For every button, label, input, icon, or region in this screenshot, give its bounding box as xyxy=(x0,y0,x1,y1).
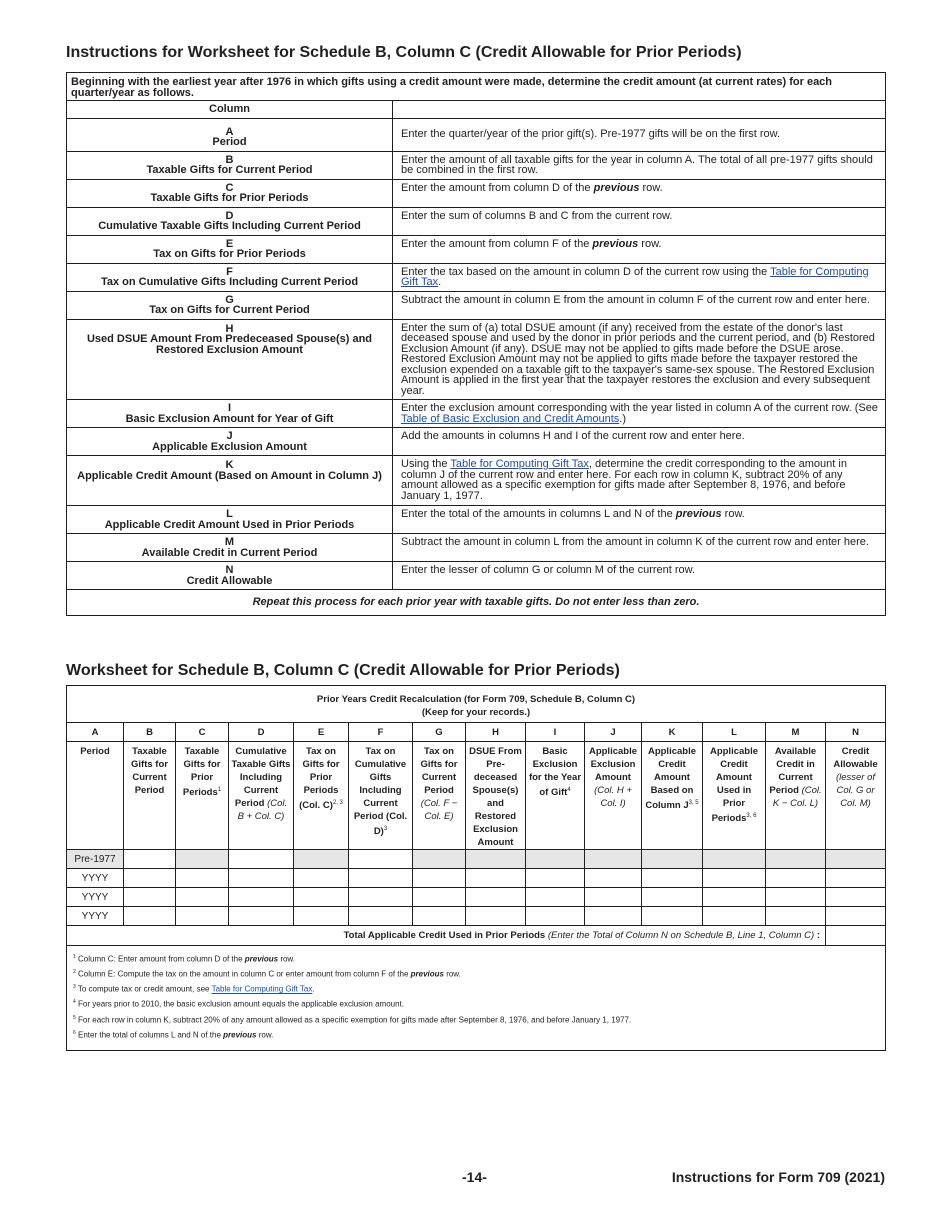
instructions-table xyxy=(66,72,886,616)
row-label: Pre-1977 xyxy=(67,850,124,869)
column-f-name: F Tax on Cumulative Gifts Including Current Period xyxy=(67,263,393,291)
cell-d[interactable] xyxy=(229,907,294,926)
column-e-desc: Enter the amount from column F of the previous row. xyxy=(393,235,886,263)
column-i-name: I Basic Exclusion Amount for Year of Gift xyxy=(67,400,393,428)
footnote-2: $^2$ Column E: Compute the tax on the amount in column C or enter amount from column F of the previous row. xyxy=(73,969,461,979)
cell-f[interactable] xyxy=(349,869,413,888)
table-for-computing-gift-tax-link[interactable]: Table for Computing Gift Tax xyxy=(401,265,869,288)
col-letter-g: G xyxy=(413,723,466,742)
worksheet-caption: Prior Years Credit Recalculation (for Form 709, Schedule B, Column C) (Keep for your records.) xyxy=(67,686,886,723)
col-header-d: Cumulative Taxable Gifts Including Current Period (Col. B + Col. C) xyxy=(229,742,294,850)
column-g-name: G Tax on Gifts for Current Period xyxy=(67,291,393,319)
column-m-desc: Subtract the amount in column L from the amount in column K of the current row and enter here. xyxy=(393,534,886,562)
footnote-6: $^6$ Enter the total of columns L and N of the previous row. xyxy=(73,1029,274,1040)
col-letter-f: F xyxy=(349,723,413,742)
table-row xyxy=(67,869,886,888)
cell-n[interactable] xyxy=(826,888,886,907)
cell-n[interactable] xyxy=(826,869,886,888)
cell-i[interactable] xyxy=(526,869,585,888)
column-h-name: H Used DSUE Amount From Predeceased Spouse(s) and Restored Exclusion Amount xyxy=(67,319,393,400)
column-n-name: N Credit Allowable xyxy=(67,562,393,590)
col-header-m: Available Credit in Current Period (Col. K − Col. L) xyxy=(766,742,826,850)
col-header-k: Applicable Credit Amount Based on Column J$^{3, 5}$ xyxy=(642,742,703,850)
cell-l[interactable] xyxy=(703,869,766,888)
cell-j xyxy=(585,850,642,869)
column-k-desc: Using the Table for Computing Gift Tax, determine the credit corresponding to the amount in column J of the current row and enter here. For each row in column K, subtract 20% of any amount allowed as a specific exemption for gifts made after September 8, 1976, and before January 1, 1977. xyxy=(393,456,886,506)
cell-h xyxy=(466,850,526,869)
instructions-intro: Beginning with the earliest year after 1976 in which gifts using a credit amount were made, determine the credit amount (at current rates) for each quarter/year as follows. xyxy=(67,73,886,101)
cell-d[interactable] xyxy=(229,869,294,888)
instructions-title: Instructions for Worksheet for Schedule B, Column C (Credit Allowable for Prior Periods) xyxy=(66,44,742,61)
column-a-name: A Period xyxy=(67,118,393,151)
column-n-desc: Enter the lesser of column G or column M of the current row. xyxy=(393,562,886,590)
column-l-name: L Applicable Credit Amount Used in Prior Periods xyxy=(67,506,393,534)
column-i-desc: Enter the exclusion amount corresponding with the year listed in column A of the current row. (See Table of Basic Exclusion and Credit Amounts.) xyxy=(393,400,886,428)
col-letter-l: L xyxy=(703,723,766,742)
cell-b[interactable] xyxy=(124,907,176,926)
col-header-f: Tax on Cumulative Gifts Including Current Period (Col. D)$^3$ xyxy=(349,742,413,850)
column-c-desc: Enter the amount from column D of the previous row. xyxy=(393,179,886,207)
table-of-basic-exclusion-link[interactable]: Table of Basic Exclusion and Credit Amounts xyxy=(401,412,620,425)
cell-f[interactable] xyxy=(349,888,413,907)
cell-i[interactable] xyxy=(526,907,585,926)
table-for-computing-gift-tax-link[interactable]: Table for Computing Gift Tax xyxy=(450,458,589,470)
cell-j[interactable] xyxy=(585,869,642,888)
column-a-desc: Enter the quarter/year of the prior gift(s). Pre-1977 gifts will be on the first row. xyxy=(393,118,886,151)
table-for-computing-gift-tax-link[interactable]: Table for Computing Gift Tax xyxy=(211,984,313,994)
cell-i xyxy=(526,850,585,869)
cell-h[interactable] xyxy=(466,888,526,907)
cell-e[interactable] xyxy=(294,869,349,888)
column-m-name: M Available Credit in Current Period xyxy=(67,534,393,562)
form-title: Instructions for Form 709 (2021) xyxy=(671,1169,885,1185)
cell-k xyxy=(642,850,703,869)
cell-m[interactable] xyxy=(766,907,826,926)
cell-l[interactable] xyxy=(703,907,766,926)
cell-f[interactable] xyxy=(349,907,413,926)
col-header-j: Applicable Exclusion Amount (Col. H + Col. I) xyxy=(585,742,642,850)
col-header-c: Taxable Gifts for Prior Periods$^1$ xyxy=(176,742,229,850)
col-header-a: Period xyxy=(67,742,124,850)
cell-c xyxy=(176,850,229,869)
cell-b[interactable] xyxy=(124,888,176,907)
column-g-desc: Subtract the amount in column E from the amount in column F of the current row and enter here. xyxy=(393,291,886,319)
cell-j[interactable] xyxy=(585,907,642,926)
cell-m xyxy=(766,850,826,869)
cell-g[interactable] xyxy=(413,907,466,926)
col-letter-m: M xyxy=(766,723,826,742)
worksheet-title: Worksheet for Schedule B, Column C (Credit Allowable for Prior Periods) xyxy=(66,662,620,679)
total-credit-cell[interactable] xyxy=(826,926,886,946)
cell-k[interactable] xyxy=(642,907,703,926)
col-letter-j: J xyxy=(585,723,642,742)
column-c-name: C Taxable Gifts for Prior Periods xyxy=(67,179,393,207)
page-number: -14- xyxy=(462,1169,487,1185)
cell-h[interactable] xyxy=(466,869,526,888)
cell-c[interactable] xyxy=(176,888,229,907)
column-k-name: K Applicable Credit Amount (Based on Amount in Column J) xyxy=(67,456,393,506)
row-label: YYYY xyxy=(67,888,124,907)
col-header-n: Credit Allowable (lesser of Col. G or Col. M) xyxy=(826,742,886,850)
footnote-4: $^4$ For years prior to 2010, the basic exclusion amount equals the applicable exclusion amount. xyxy=(73,999,404,1010)
column-header: Column xyxy=(67,101,393,119)
cell-m[interactable] xyxy=(766,869,826,888)
cell-n[interactable] xyxy=(826,907,886,926)
col-letter-d: D xyxy=(229,723,294,742)
column-j-name: J Applicable Exclusion Amount xyxy=(67,428,393,456)
cell-e[interactable] xyxy=(294,888,349,907)
col-header-l: Applicable Credit Amount Used in Prior Periods$^{3, 6}$ xyxy=(703,742,766,850)
column-f-desc: Enter the tax based on the amount in column D of the current row using the Table for Computing Gift Tax. xyxy=(393,263,886,291)
row-label: YYYY xyxy=(67,869,124,888)
col-letter-b: B xyxy=(124,723,176,742)
total-label: Total Applicable Credit Used in Prior Periods (Enter the Total of Column N on Schedule B, Line 1, Column C) : xyxy=(67,926,826,946)
cell-l xyxy=(703,850,766,869)
worksheet-table xyxy=(66,685,886,1051)
cell-b[interactable] xyxy=(124,850,176,869)
column-l-desc: Enter the total of the amounts in columns L and N of the previous row. xyxy=(393,506,886,534)
cell-e xyxy=(294,850,349,869)
cell-k[interactable] xyxy=(642,869,703,888)
column-h-desc: Enter the sum of (a) total DSUE amount (if any) received from the estate of the donor's last deceased spouse and used by the donor in prior periods and the current period, and (b) Restored Exclusion Amount (if any). DSUE may not be applied to gifts made before the DSUE arose. Restored Exclusion Amount may not be applied to gifts made before the taxpayer restored the exclusion expended on a taxable gift to the taxpayer's same-sex spouse. The Restored Exclusion Amount is applied in the first year that the taxpayer restores the exclusion and every subsequent year. xyxy=(393,319,886,400)
col-letter-e: E xyxy=(294,723,349,742)
column-b-name: B Taxable Gifts for Current Period xyxy=(67,151,393,179)
column-d-desc: Enter the sum of columns B and C from the current row. xyxy=(393,207,886,235)
cell-b[interactable] xyxy=(124,869,176,888)
cell-c[interactable] xyxy=(176,869,229,888)
column-e-name: E Tax on Gifts for Prior Periods xyxy=(67,235,393,263)
repeat-note: Repeat this process for each prior year with taxable gifts. Do not enter less than zero. xyxy=(67,590,886,616)
cell-g xyxy=(413,850,466,869)
footnote-5: $^5$ For each row in column K, subtract 20% of any amount allowed as a specific exemption for gifts made after September 8, 1976, and before January 1, 1977. xyxy=(73,1014,632,1025)
cell-h[interactable] xyxy=(466,907,526,926)
cell-n xyxy=(826,850,886,869)
col-header-h: DSUE From Pre-deceased Spouse(s) and Restored Exclusion Amount xyxy=(466,742,526,850)
col-letter-c: C xyxy=(176,723,229,742)
col-header-i: Basic Exclusion for the Year of Gift$^4$ xyxy=(526,742,585,850)
col-letter-a: A xyxy=(67,723,124,742)
cell-d[interactable] xyxy=(229,888,294,907)
col-header-g: Tax on Gifts for Current Period (Col. F − Col. E) xyxy=(413,742,466,850)
table-row xyxy=(67,907,886,926)
cell-i[interactable] xyxy=(526,888,585,907)
table-row xyxy=(67,850,886,869)
col-letter-h: H xyxy=(466,723,526,742)
table-row xyxy=(67,888,886,907)
cell-g[interactable] xyxy=(413,888,466,907)
cell-k[interactable] xyxy=(642,888,703,907)
row-label: YYYY xyxy=(67,907,124,926)
cell-d[interactable] xyxy=(229,850,294,869)
footnote-3: $^3$ To compute tax or credit amount, see Table for Computing Gift Tax. xyxy=(73,984,315,994)
col-header-e: Tax on Gifts for Prior Periods (Col. C)$^{2, 3}$ xyxy=(294,742,349,850)
column-j-desc: Add the amounts in columns H and I of the current row and enter here. xyxy=(393,428,886,456)
col-header-b: Taxable Gifts for Current Period xyxy=(124,742,176,850)
column-b-desc: Enter the amount of all taxable gifts for the year in column A. The total of all pre-1977 gifts should be combined in the first row. xyxy=(393,151,886,179)
cell-l[interactable] xyxy=(703,888,766,907)
cell-c[interactable] xyxy=(176,907,229,926)
footnote-1: $^1$ Column C: Enter amount from column D of the previous row. xyxy=(73,954,295,964)
column-d-name: D Cumulative Taxable Gifts Including Current Period xyxy=(67,207,393,235)
col-letter-i: I xyxy=(526,723,585,742)
cell-j[interactable] xyxy=(585,888,642,907)
cell-g[interactable] xyxy=(413,869,466,888)
col-letter-k: K xyxy=(642,723,703,742)
cell-m[interactable] xyxy=(766,888,826,907)
cell-e[interactable] xyxy=(294,907,349,926)
cell-f[interactable] xyxy=(349,850,413,869)
col-letter-n: N xyxy=(826,723,886,742)
footnotes xyxy=(67,946,886,1051)
